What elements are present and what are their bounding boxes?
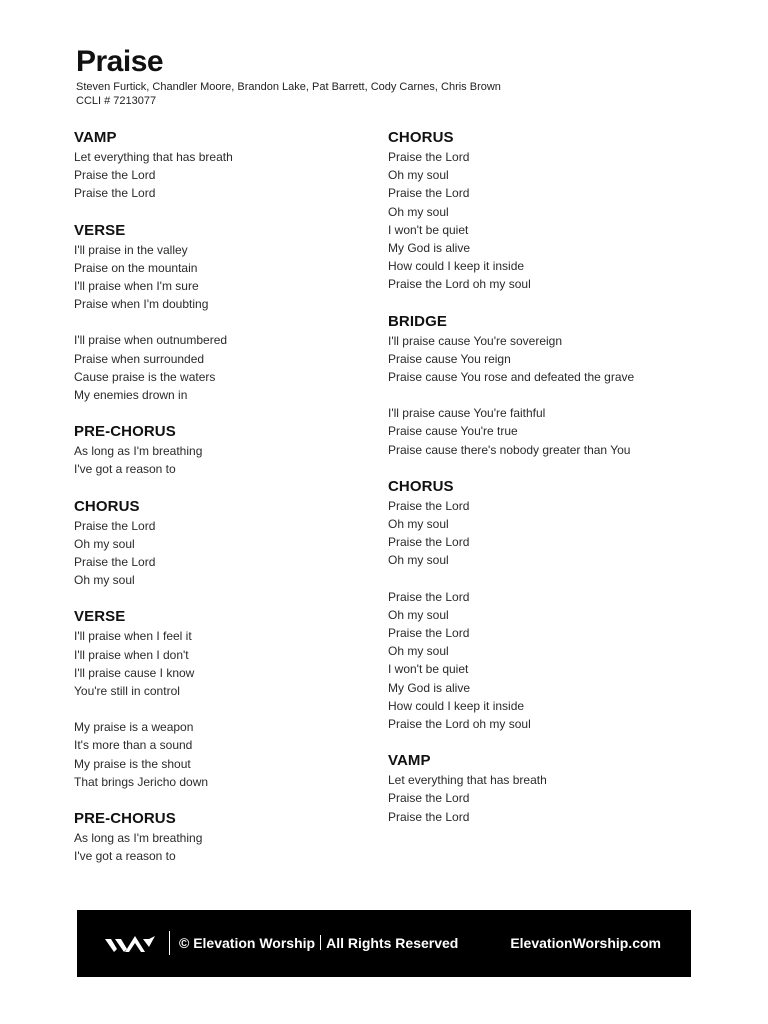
lyric-line: Let everything that has breath [74,150,233,164]
lyric-line: Oh my soul [388,517,449,532]
footer-website-link[interactable]: ElevationWorship.com [510,935,661,951]
lyric-line: Praise the Lord [388,535,470,550]
lyric-line: Praise the Lord oh my soul [388,717,531,732]
lyrics-column-left [74,128,374,883]
stanza [74,829,374,865]
section-heading: PRE-CHORUS [74,423,176,441]
lyric-line: How could I keep it inside [388,698,525,713]
footer-separator [320,935,321,950]
song-authors: Steven Furtick, Chandler Moore, Brandon Lake, Pat Barrett, Cody Carnes, Chris Brown [76,81,501,93]
lyric-line: Praise the Lord [388,498,470,513]
lyric-line: I'll praise cause You're faithful [388,406,546,421]
lyrics-section-pre-chorus [74,809,374,865]
lyric-line: Praise the Lord [388,791,470,806]
lyric-line: Praise the Lord [388,626,470,641]
stanza [388,771,688,826]
lyric-line: It's more than a sound [74,738,193,753]
lyric-line: I've got a reason to [74,462,176,477]
lyric-line: Oh my soul [74,536,135,551]
section-heading: CHORUS [74,497,140,515]
stanza [74,718,374,791]
stanza [74,627,374,700]
lyric-line: That brings Jericho down [74,774,209,789]
footer-divider [169,931,170,955]
lyric-line: Praise the Lord [388,589,470,604]
song-title: Praise [76,45,164,78]
lyric-line: Praise the Lord [74,186,156,201]
lyric-line: I won't be quiet [388,662,469,677]
lyric-line: Oh my soul [388,607,449,622]
lyric-line: Praise cause there's nobody greater than You [388,442,631,457]
lyric-line: I've got a reason to [74,849,176,864]
lyric-line: My enemies drown in [74,388,188,403]
section-heading: CHORUS [388,129,454,146]
lyric-line: I'll praise cause You're sovereign [388,333,563,348]
lyric-line: I'll praise when I'm sure [74,279,199,294]
stanza [74,442,374,478]
stanza [388,332,688,387]
lyric-line: Cause praise is the waters [74,369,216,384]
lyric-line: Praise the Lord [388,809,470,824]
lyric-line: As long as I'm breathing [74,444,203,459]
stanza [388,148,688,294]
lyrics-section-vamp [74,128,374,203]
footer-bar [77,910,691,977]
lyric-line: I'll praise when outnumbered [74,333,228,348]
lyrics-section-chorus [74,497,374,590]
lyrics-section-pre-chorus [74,422,374,478]
lyrics-section-chorus [388,128,688,294]
lyric-line: Oh my soul [388,168,449,183]
section-heading: VAMP [388,752,431,770]
lyric-line: My God is alive [388,241,471,256]
lyric-line: As long as I'm breathing [74,831,203,846]
lyric-line: Praise the Lord [388,186,470,201]
lyric-line: Oh my soul [388,644,449,659]
elevation-worship-logo-icon [105,935,155,953]
lyrics-section-verse [74,221,374,405]
footer-copyright [179,934,458,952]
lyrics-section-bridge [388,312,688,459]
lyric-line: Praise the Lord [74,555,156,570]
stanza [74,148,374,203]
stanza [74,241,374,314]
lyric-line: Praise the Lord oh my soul [388,277,531,292]
lyric-line: My praise is a weapon [74,720,194,735]
stanza [388,588,688,734]
copyright-text: © Elevation Worship [179,935,316,951]
lyric-line: Praise cause You rose and defeated the grave [388,370,635,385]
stanza [388,404,688,459]
rights-text: All Rights Reserved [326,935,459,951]
lyric-line: I'll praise in the valley [74,242,188,257]
lyric-line: Praise the Lord [74,168,156,183]
section-heading: PRE-CHORUS [74,810,176,828]
section-heading: CHORUS [388,477,454,495]
lyric-line: Praise the Lord [74,518,156,533]
lyric-line: Oh my soul [74,573,135,588]
lyric-line: My praise is the shout [74,756,191,771]
lyric-line: Praise cause You're true [388,424,518,439]
lyric-line: How could I keep it inside [388,259,525,274]
lyric-line: You're still in control [74,684,180,699]
lyric-line: Praise cause You reign [388,351,511,366]
lyrics-section-vamp [388,751,688,826]
lyric-line: I'll praise when I feel it [74,629,192,644]
stanza [388,497,688,570]
lyric-line: Praise the Lord [388,150,470,164]
lyric-line: Praise when surrounded [74,351,205,366]
lyric-line: Praise on the mountain [74,260,198,275]
lyrics-section-chorus [388,477,688,733]
lyric-line: Let everything that has breath [388,773,547,788]
stanza [74,331,374,404]
lyric-line: Oh my soul [388,204,449,219]
lyric-line: I'll praise cause I know [74,665,195,680]
section-heading: VERSE [74,608,126,626]
lyrics-section-verse [74,607,374,791]
ccli-number: CCLI # 7213077 [76,95,157,107]
stanza [74,517,374,590]
lyric-line: I won't be quiet [388,222,469,237]
lyric-line: Oh my soul [388,553,449,568]
lyric-line: My God is alive [388,680,471,695]
section-heading: VERSE [74,221,126,239]
section-heading: BRIDGE [388,312,447,330]
lyrics-column-right [388,128,688,844]
lyric-line: Praise when I'm doubting [74,297,209,312]
section-heading: VAMP [74,129,117,146]
lyric-line: I'll praise when I don't [74,647,189,662]
